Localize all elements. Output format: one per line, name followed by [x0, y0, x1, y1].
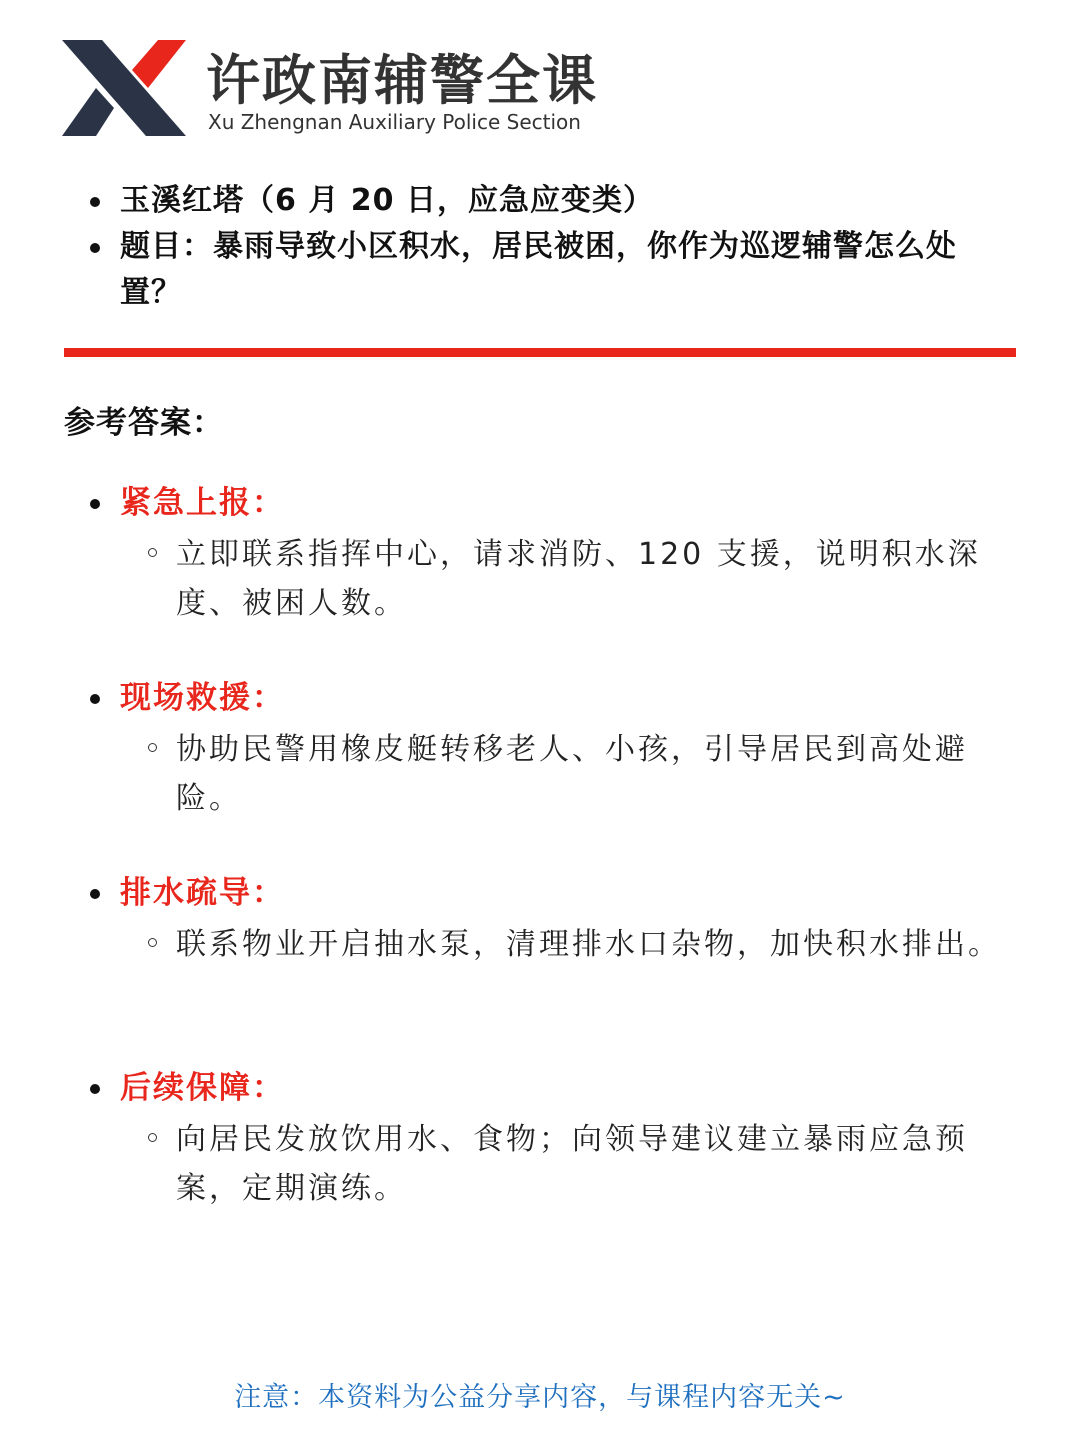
answer-section-followup: [90, 1065, 1010, 1213]
red-divider: [64, 348, 1016, 357]
question-meta-list: [90, 178, 1010, 316]
section-body: 立即联系指挥中心，请求消防、120 支援，说明积水深度、被困人数。: [148, 530, 1006, 628]
question-text: 题目：暴雨导致小区积水，居民被困，你作为巡逻辅警怎么处置？: [90, 224, 1010, 316]
section-title: 紧急上报：: [90, 480, 1010, 526]
section-title: 后续保障：: [90, 1065, 1010, 1111]
x-logo-icon: [62, 40, 186, 136]
header: [62, 40, 662, 140]
answer-section-report: [90, 480, 1010, 628]
answer-section-drainage: [90, 870, 1010, 969]
section-body: 协助民警用橡皮艇转移老人、小孩，引导居民到高处避险。: [148, 725, 1006, 823]
brand-name-en: Xu Zhengnan Auxiliary Police Section: [208, 110, 581, 134]
answer-heading: 参考答案：: [64, 405, 224, 441]
answer-section-rescue: [90, 675, 1010, 823]
exam-info: 玉溪红塔（6 月 20 日，应急应变类）: [90, 178, 1010, 224]
footer-note: 注意：本资料为公益分享内容，与课程内容无关~: [234, 1382, 846, 1413]
section-title: 现场救援：: [90, 675, 1010, 721]
brand-name-cn: 许政南辅警全课: [206, 49, 598, 112]
section-body: 向居民发放饮用水、食物；向领导建议建立暴雨应急预案，定期演练。: [148, 1115, 1006, 1213]
section-body: 联系物业开启抽水泵，清理排水口杂物，加快积水排出。: [148, 920, 1006, 969]
section-title: 排水疏导：: [90, 870, 1010, 916]
